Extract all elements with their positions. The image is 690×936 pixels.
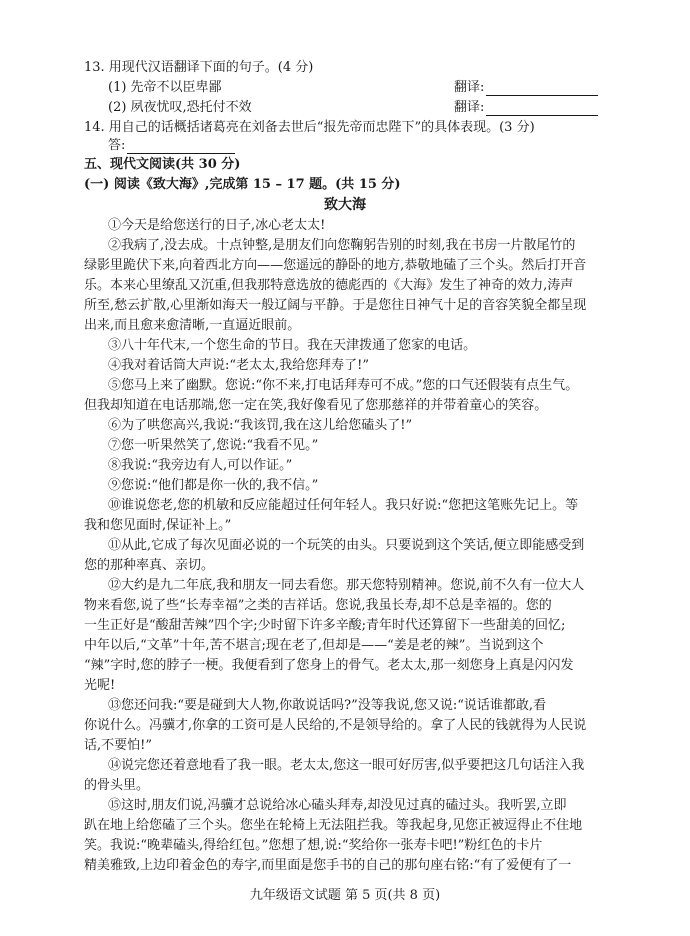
section-subheading: (一) 阅读《致大海》,完成第 15 – 17 题。(共 15 分) [84,177,401,192]
question-13-item-1 [108,79,485,96]
body-line: “辣”字时,您的脖子一梗。我便看到了您身上的骨气。老太太,那一刻您身上真是闪闪发 [84,658,574,673]
body-line: ③八十年代末,一个您生命的节日。我在天津拨通了您家的电话。 [108,338,477,353]
translation-label: 翻译: [454,80,485,95]
question-14-stem: 14. 用自己的话概括诸葛亮在刘备去世后“报先帝而忠陛下”的具体表现。(3 分) [84,120,535,135]
body-line: ⑦您一听果然笑了,您说:“我看不见。” [108,438,319,453]
body-line: ⑮这时,朋友们说,冯骥才总说给冰心磕头拜寿,却没见过真的磕过头。我听罢,立即 [108,798,567,813]
question-13-item-1-text: (1) 先帝不以臣卑鄙 [108,80,222,95]
body-line: ⑭说完您还着意地看了我一眼。老太太,您这一眼可好厉害,似乎要把这几句话注入我 [108,758,585,773]
body-line: ②我病了,没去成。十点钟整,是朋友们向您鞠躬告别的时刻,我在书房一片散尾竹的 [108,238,576,253]
body-line: 趴在地上给您磕了三个头。您坐在轮椅上无法阻拦我。等我起身,见您正被逗得止不住地 [84,818,583,833]
body-line: 乐。本来心里缭乱又沉重,但我那特意选放的德彪西的《大海》发生了神奇的效力,涛声 [84,278,574,293]
body-line: 光呢! [84,678,116,693]
body-line: 绿影里跪伏下来,向着西北方向——您遥远的静卧的地方,恭敬地磕了三个头。然后打开音 [84,258,587,273]
body-line: 您的那种率真、亲切。 [84,558,215,573]
body-line: ⑨您说:“他们都是你一伙的,我不信。” [108,478,319,493]
body-line: 中年以后,“文革”十年,苦不堪言;现在老了,但却是——“姜是老的辣”。当说到这个 [84,638,544,653]
body-line: 但我却知道在电话那端,您一定在笑,我好像看见了您那慈祥的并带着童心的笑容。 [84,398,548,413]
body-line: ⑫大约是九二年底,我和朋友一同去看您。那天您特别精神。您说,前不久有一位大人 [108,578,585,593]
body-line: 你说什么。冯骥才,你拿的工资可是人民给的,不是领导给的。拿了人民的钱就得为人民说 [84,718,587,733]
body-line: ⑤您马上来了幽默。您说:“你不来,打电话拜寿可不成。”您的口气还假装有点生气。 [108,378,579,393]
body-line: 精美雅致,上边印着金色的寿字,而里面是您手书的自己的那句座右铭:“有了爱便有了一 [84,858,572,873]
body-line: ④我对着话筒大声说:“老太太,我给您拜寿了!” [108,358,370,373]
translation-blank-2[interactable] [486,102,598,116]
body-line: 出来,而且愈来愈清晰,一直逼近眼前。 [84,318,301,333]
body-line: ⑩谁说您老,您的机敏和反应能超过任何年轻人。我只好说:“您把这笔账先记上。等 [108,498,579,513]
body-line: ⑧我说:“我旁边有人,可以作证。” [108,458,293,473]
body-line: ①今天是给您送行的日子,冰心老太太! [108,218,326,233]
body-line: ⑬您还问我:“要是碰到大人物,你敢说话吗?”没等我说,您又说:“说话谁都敢,看 [108,698,547,713]
body-line: 笑。我说:“晚辈磕头,得给红包。”您想了想,说:“奖给你一张寿卡吧!”粉红色的卡片 [84,838,543,853]
question-13-item-2-text: (2) 夙夜忧叹,恐托付不效 [108,100,252,115]
body-line: 一生正好是“酸甜苦辣”四个字;少时留下许多辛酸;青年时代还算留下一些甜美的回忆; [84,618,566,633]
body-line: 的骨头里。 [84,778,150,793]
answer-label: 答: [108,138,126,153]
question-13-stem: 13. 用现代汉语翻译下面的句子。(4 分) [84,60,314,75]
body-line: ⑪从此,它成了每次见面必说的一个玩笑的由头。只要说到这个笑话,便立即能感受到 [108,538,585,553]
translation-label: 翻译: [454,100,485,115]
page-footer: 九年级语文试题 第 5 页(共 8 页) [249,888,441,903]
question-13-item-2 [108,99,485,116]
question-14-answer [108,137,235,154]
body-line: 话,不要怕!” [84,738,153,753]
body-line: 所至,愁云扩散,心里渐如海天一般辽阔与平静。于是您往日神气十足的音容笑貌全都呈现 [84,298,587,313]
question-13-item-1-answer [454,79,598,96]
article-title: 致大海 [324,197,366,213]
question-13-item-2-answer [454,99,598,116]
translation-blank-1[interactable] [486,82,598,96]
answer-blank[interactable] [127,140,235,154]
body-line: 我和您见面时,保证补上。” [84,518,232,533]
section-heading: 五、现代文阅读(共 30 分) [84,157,241,172]
body-line: 物来看您,说了些“长寿幸福”之类的吉祥话。您说,我虽长寿,却不总是幸福的。您的 [84,598,552,613]
body-line: ⑥为了哄您高兴,我说:“我该罚,我在这儿给您磕头了!” [108,418,413,433]
